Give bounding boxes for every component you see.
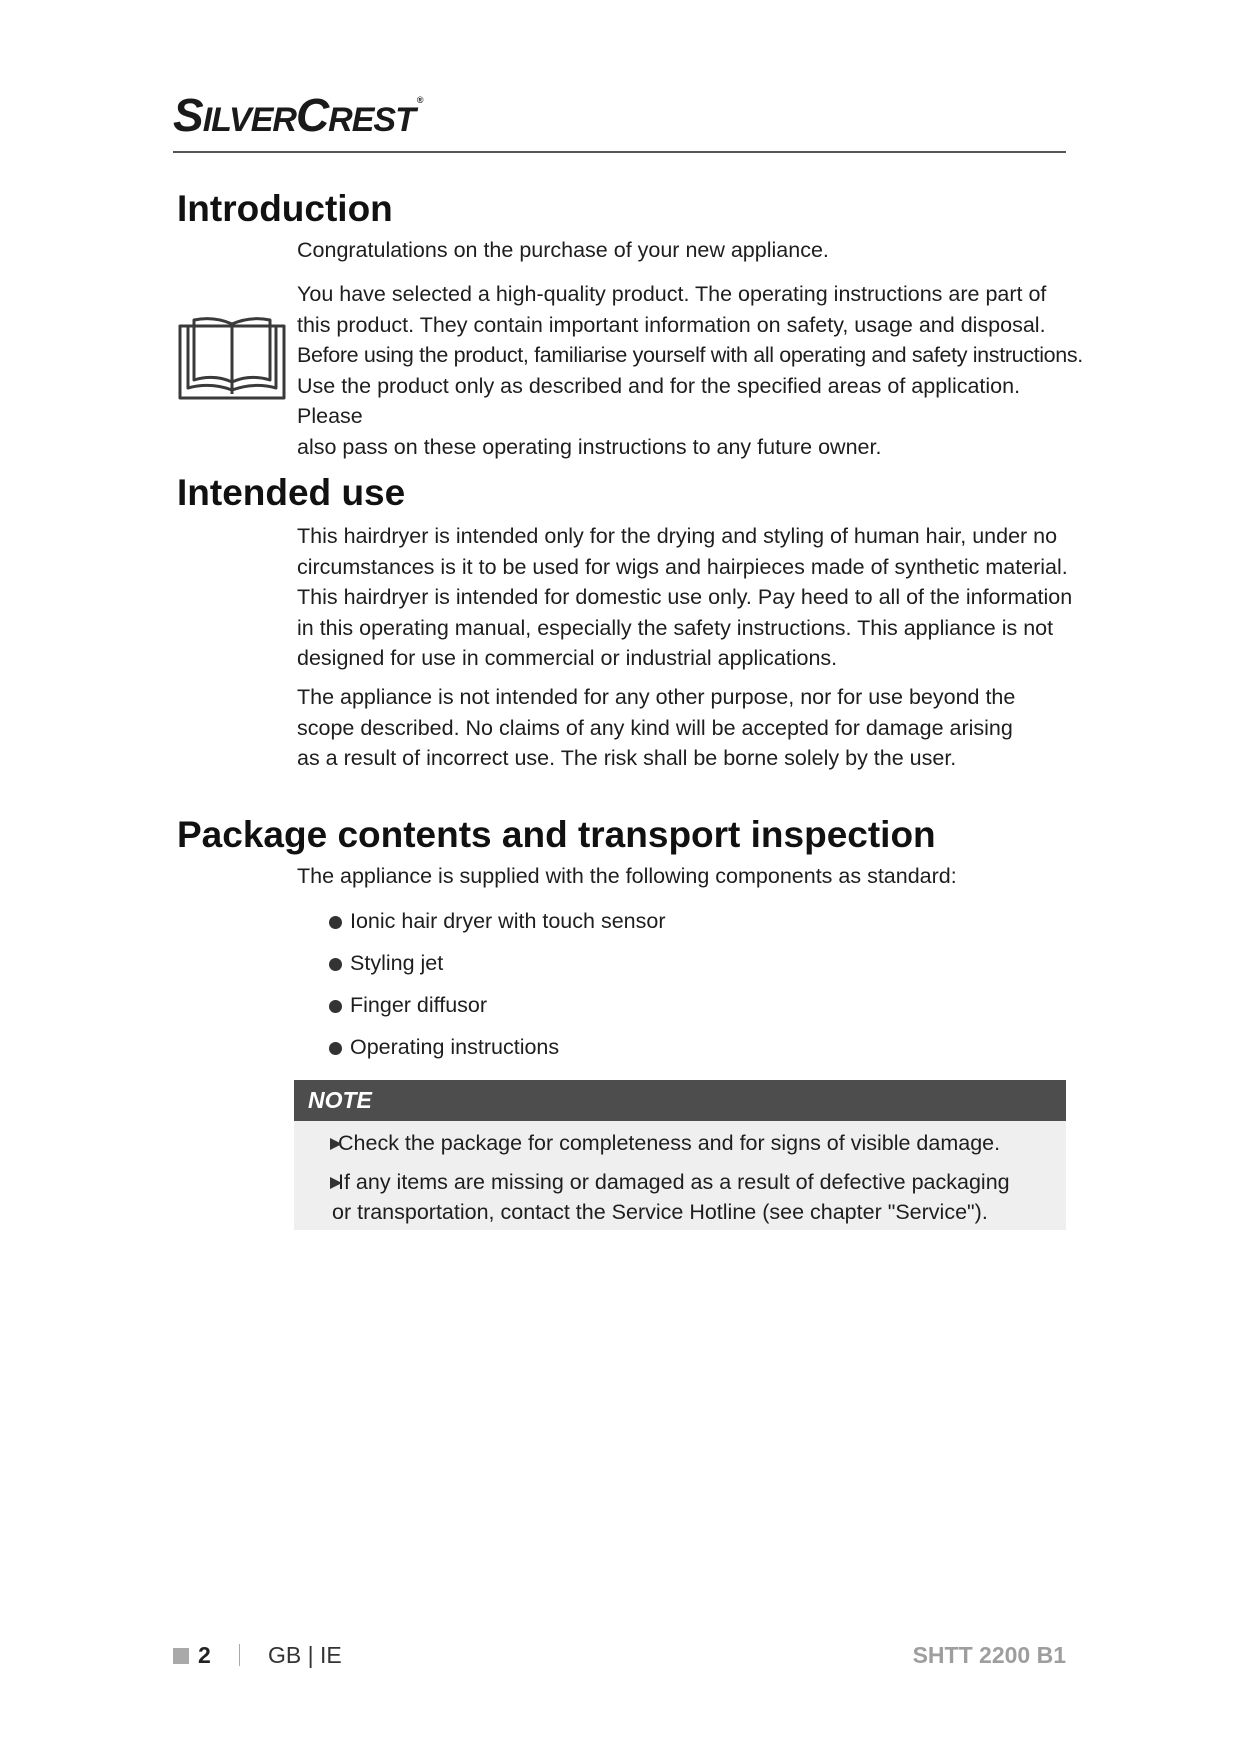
- arrow-right-icon: [330, 1138, 342, 1150]
- intro-line: You have selected a high-quality product. The operating instructions are part of: [297, 282, 1047, 306]
- intended-use-line: This hairdryer is intended only for the drying and styling of human hair, under no: [297, 524, 1058, 548]
- package-intro: The appliance is supplied with the following components as standard:: [297, 864, 957, 888]
- list-item: [329, 990, 665, 1032]
- note-item-text: Check the package for completeness and for signs of visible damage.: [338, 1131, 1001, 1155]
- square-marker-icon: [173, 1648, 189, 1664]
- list-item-label: Operating instructions: [350, 1035, 560, 1059]
- page-footer: [173, 1640, 1066, 1670]
- intro-line: also pass on these operating instructions to any future owner.: [297, 434, 882, 459]
- logo-text-rest: REST: [328, 101, 415, 139]
- list-item: [329, 906, 665, 948]
- list-item: [329, 1032, 665, 1074]
- intended-use-line: The appliance is not intended for any other purpose, nor for use beyond the: [297, 685, 1016, 709]
- language-codes: GB | IE: [268, 1642, 342, 1668]
- list-item: [329, 948, 665, 990]
- note-title: NOTE: [294, 1080, 1066, 1121]
- intended-use-line: circumstances is it to be used for wigs and hairpieces made of synthetic material.: [297, 554, 1068, 579]
- intro-line: Before using the product, familiarise yourself with all operating and safety instructions.: [297, 343, 1083, 367]
- page-number: 2: [198, 1642, 211, 1668]
- intended-use-paragraph-2: [297, 682, 1087, 774]
- bullet-icon: [329, 916, 342, 929]
- logo-text-ilver: ILVER: [202, 101, 296, 139]
- intended-use-line: This hairdryer is intended for domestic use only. Pay heed to all of the information: [297, 585, 1073, 609]
- bullet-icon: [329, 958, 342, 971]
- intended-use-line: in this operating manual, especially the safety instructions. This appliance is not: [297, 615, 1054, 640]
- heading-intended-use: Intended use: [177, 472, 406, 513]
- heading-package-contents: Package contents and transport inspection: [177, 814, 936, 855]
- list-item-label: Finger diffusor: [350, 993, 488, 1017]
- intended-use-line: as a result of incorrect use. The risk shall be borne solely by the user.: [297, 746, 957, 770]
- list-item-label: Styling jet: [350, 951, 444, 975]
- intro-congrats: Congratulations on the purchase of your new appliance.: [297, 238, 829, 262]
- note-item-text: or transportation, contact the Service Hotline (see chapter "Service").: [332, 1200, 988, 1224]
- note-item: [294, 1128, 1066, 1159]
- intro-paragraph: [297, 279, 1087, 462]
- model-number: SHTT 2200 B1: [912, 1642, 1066, 1668]
- bullet-icon: [329, 1042, 342, 1055]
- package-contents-list: [329, 906, 665, 1074]
- note-item-text: If any items are missing or damaged as a result of defective packaging: [338, 1169, 1010, 1194]
- registered-mark: ®: [416, 95, 423, 105]
- intro-line: this product. They contain important information on safety, usage and disposal.: [297, 312, 1046, 337]
- intended-use-line: designed for use in commercial or industrial applications.: [297, 646, 838, 670]
- bullet-icon: [329, 1000, 342, 1013]
- list-item-label: Ionic hair dryer with touch sensor: [350, 909, 666, 933]
- header-rule: [173, 151, 1066, 153]
- note-item: [294, 1167, 1066, 1228]
- intended-use-line: scope described. No claims of any kind will be accepted for damage arising: [297, 715, 1013, 740]
- footer-divider: [239, 1644, 240, 1666]
- arrow-right-icon: [330, 1177, 342, 1189]
- note-box: [294, 1080, 1066, 1230]
- book-icon: [178, 312, 286, 402]
- logo-letter-c: C: [295, 89, 329, 141]
- intended-use-paragraph-1: [297, 521, 1087, 674]
- intro-line: Use the product only as described and for the specified areas of application. Please: [297, 373, 1021, 428]
- brand-logo: [173, 89, 423, 141]
- heading-introduction: Introduction: [177, 188, 393, 229]
- logo-letter-s: S: [173, 89, 203, 141]
